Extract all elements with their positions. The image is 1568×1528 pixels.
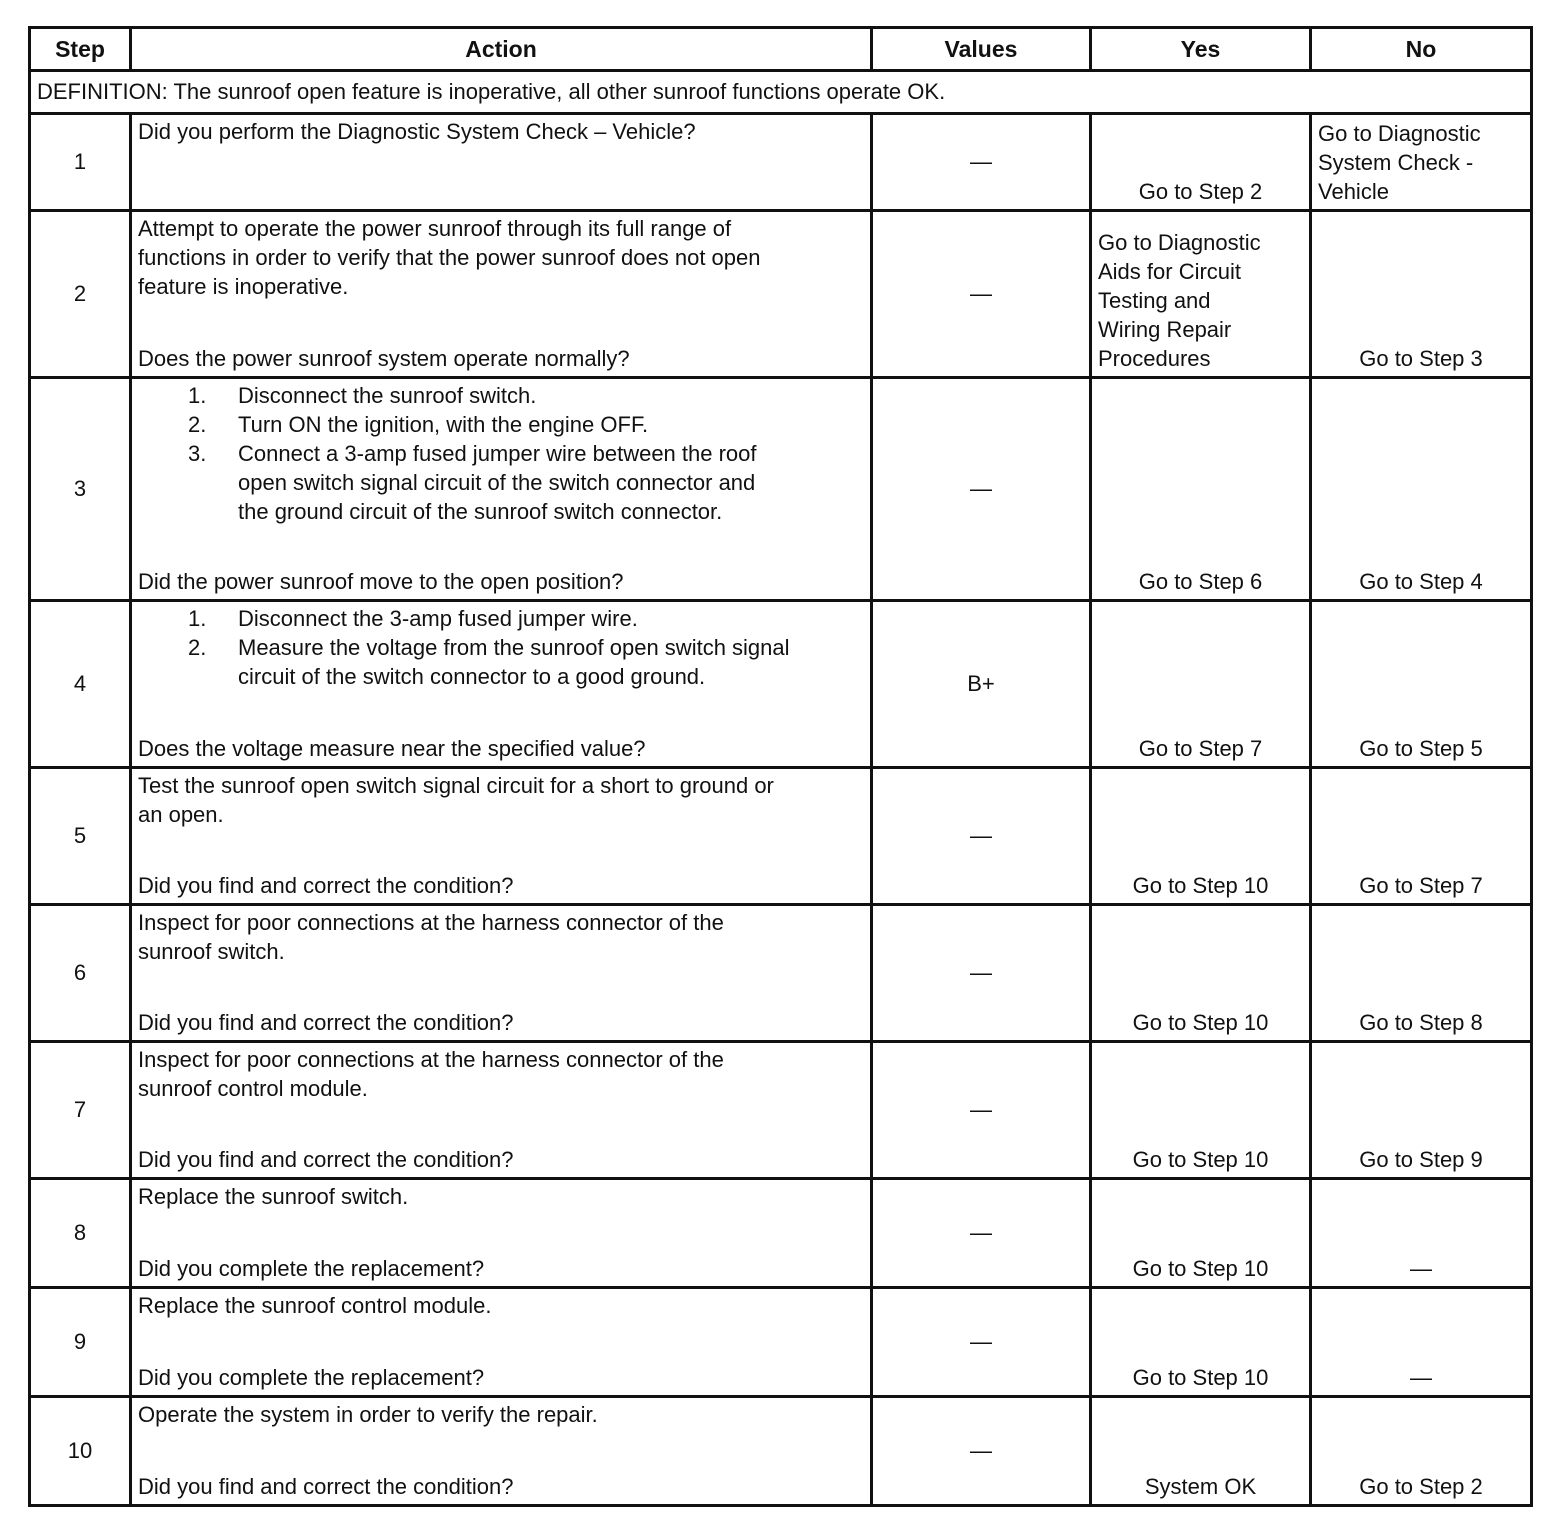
yes-action-text: Go to Step 2 [1138, 179, 1263, 204]
no-action-text: Go to Diagnostic System Check - Vehicle [1318, 121, 1481, 204]
no-cell [1311, 768, 1532, 905]
table-row [30, 1042, 1532, 1179]
action-instructions [138, 1182, 864, 1211]
action-content [132, 1043, 870, 1177]
action-text: Did you perform the Diagnostic System Check – Vehicle? [138, 119, 696, 144]
yes-cell [1091, 1288, 1311, 1397]
step-number: 7 [30, 1042, 131, 1179]
no-action-text: Go to Step 4 [1359, 569, 1483, 594]
yes-cell [1091, 601, 1311, 768]
no-action-text: Go to Step 9 [1359, 1147, 1483, 1172]
substep-list [138, 381, 864, 526]
no-action-text: Go to Step 2 [1359, 1474, 1483, 1499]
header-yes: Yes [1091, 28, 1311, 71]
no-cell [1311, 1288, 1532, 1397]
yes-cell [1091, 211, 1311, 378]
value-cell: — [872, 1042, 1091, 1179]
table-row [30, 1397, 1532, 1506]
value-cell: — [872, 1397, 1091, 1506]
step-number: 1 [30, 114, 131, 211]
no-action-text: Go to Step 8 [1359, 1010, 1483, 1035]
action-content [132, 212, 870, 376]
definition-text: DEFINITION: The sunroof open feature is inoperative, all other sunroof functions operate OK. [30, 71, 1532, 114]
action-text: Replace the sunroof switch. [138, 1184, 409, 1209]
header-action: Action [131, 28, 872, 71]
yes-action-text: Go to Step 10 [1132, 1365, 1269, 1390]
substep-item: Connect a 3-amp fused jumper wire between the roof open switch signal circuit of the switch connector and the ground circuit of the sunroof switch connector. [238, 441, 757, 524]
yes-action-text: Go to Step 6 [1138, 569, 1263, 594]
value-cell: — [872, 768, 1091, 905]
no-cell [1311, 601, 1532, 768]
yes-action-text: Go to Step 10 [1132, 1010, 1269, 1035]
action-question: Did you find and correct the condition? [138, 873, 514, 898]
step-number: 2 [30, 211, 131, 378]
substep-item: Disconnect the 3-amp fused jumper wire. [238, 606, 638, 631]
action-content [132, 906, 870, 1040]
action-cell [131, 1397, 872, 1506]
action-content [132, 1289, 870, 1395]
action-instructions [138, 908, 864, 966]
action-content [132, 1398, 870, 1504]
action-instructions [138, 1400, 864, 1429]
value-cell: — [872, 905, 1091, 1042]
diagnostic-table [28, 26, 1533, 1507]
no-cell [1311, 1397, 1532, 1506]
step-number: 8 [30, 1179, 131, 1288]
no-action-text: — [1410, 1256, 1432, 1281]
action-text: Replace the sunroof control module. [138, 1293, 492, 1318]
yes-action-text: Go to Step 10 [1132, 1147, 1269, 1172]
no-cell [1311, 114, 1532, 211]
header-step: Step [30, 28, 131, 71]
action-text: Operate the system in order to verify the repair. [138, 1402, 598, 1427]
header-row [30, 28, 1532, 71]
step-number: 5 [30, 768, 131, 905]
yes-action-text: Go to Step 7 [1138, 736, 1263, 761]
action-content [132, 602, 870, 766]
value-cell: — [872, 211, 1091, 378]
action-cell [131, 211, 872, 378]
action-instructions [138, 1045, 864, 1103]
step-number: 9 [30, 1288, 131, 1397]
definition-row [30, 71, 1532, 114]
no-cell [1311, 1179, 1532, 1288]
action-question: Does the power sunroof system operate normally? [138, 346, 630, 371]
action-content [132, 379, 870, 599]
yes-cell [1091, 905, 1311, 1042]
action-question: Did you find and correct the condition? [138, 1474, 514, 1499]
action-content [132, 115, 870, 209]
action-text: Inspect for poor connections at the harness connector of the sunroof control module. [138, 1047, 724, 1101]
substep-list [138, 604, 864, 691]
action-question: Did you complete the replacement? [138, 1365, 485, 1390]
no-action-text: — [1410, 1365, 1432, 1390]
table-row [30, 211, 1532, 378]
action-cell [131, 601, 872, 768]
action-content [132, 1180, 870, 1286]
action-instructions [138, 1291, 864, 1320]
action-instructions [138, 381, 864, 526]
value-cell: — [872, 378, 1091, 601]
value-cell: — [872, 114, 1091, 211]
action-cell [131, 768, 872, 905]
action-question: Did the power sunroof move to the open position? [138, 569, 624, 594]
no-cell [1311, 378, 1532, 601]
yes-cell [1091, 378, 1311, 601]
yes-cell [1091, 1042, 1311, 1179]
action-instructions [138, 771, 864, 829]
yes-action-text: Go to Step 10 [1132, 1256, 1269, 1281]
step-number: 3 [30, 378, 131, 601]
action-question: Did you find and correct the condition? [138, 1010, 514, 1035]
yes-cell [1091, 1397, 1311, 1506]
no-action-text: Go to Step 5 [1359, 736, 1483, 761]
action-question: Did you complete the replacement? [138, 1256, 485, 1281]
table-row [30, 905, 1532, 1042]
header-values: Values [872, 28, 1091, 71]
substep-item: Disconnect the sunroof switch. [238, 383, 537, 408]
no-action-text: Go to Step 3 [1359, 346, 1483, 371]
action-question: Did you find and correct the condition? [138, 1147, 514, 1172]
step-number: 10 [30, 1397, 131, 1506]
no-cell [1311, 1042, 1532, 1179]
action-text: Inspect for poor connections at the harness connector of the sunroof switch. [138, 910, 724, 964]
substep-item: Measure the voltage from the sunroof open switch signal circuit of the switch connector to a good ground. [238, 635, 790, 689]
action-instructions [138, 117, 864, 146]
step-number: 6 [30, 905, 131, 1042]
no-cell [1311, 905, 1532, 1042]
action-text: Attempt to operate the power sunroof through its full range of functions in order to verify that the power sunroof does not open feature is inoperative. [138, 216, 761, 299]
yes-action-text: Go to Step 10 [1132, 873, 1269, 898]
no-action-text: Go to Step 7 [1359, 873, 1483, 898]
action-cell [131, 1288, 872, 1397]
table-row [30, 768, 1532, 905]
substep-item: Turn ON the ignition, with the engine OFF. [238, 412, 649, 437]
value-cell: — [872, 1179, 1091, 1288]
value-cell: — [872, 1288, 1091, 1397]
yes-action-text: System OK [1144, 1474, 1257, 1499]
yes-cell [1091, 1179, 1311, 1288]
action-question: Does the voltage measure near the specified value? [138, 736, 646, 761]
action-content [132, 769, 870, 903]
action-cell [131, 905, 872, 1042]
action-cell [131, 114, 872, 211]
action-cell [131, 1042, 872, 1179]
yes-action-text: Go to Diagnostic Aids for Circuit Testing and Wiring Repair Procedures [1098, 230, 1261, 371]
table-row [30, 1179, 1532, 1288]
table-row [30, 114, 1532, 211]
no-cell [1311, 211, 1532, 378]
step-number: 4 [30, 601, 131, 768]
table-row [30, 378, 1532, 601]
value-cell: B+ [872, 601, 1091, 768]
action-text: Test the sunroof open switch signal circuit for a short to ground or an open. [138, 773, 774, 827]
action-instructions [138, 604, 864, 691]
action-cell [131, 378, 872, 601]
table-row [30, 601, 1532, 768]
action-instructions [138, 214, 864, 301]
action-cell [131, 1179, 872, 1288]
yes-cell [1091, 114, 1311, 211]
table-row [30, 1288, 1532, 1397]
header-no: No [1311, 28, 1532, 71]
yes-cell [1091, 768, 1311, 905]
